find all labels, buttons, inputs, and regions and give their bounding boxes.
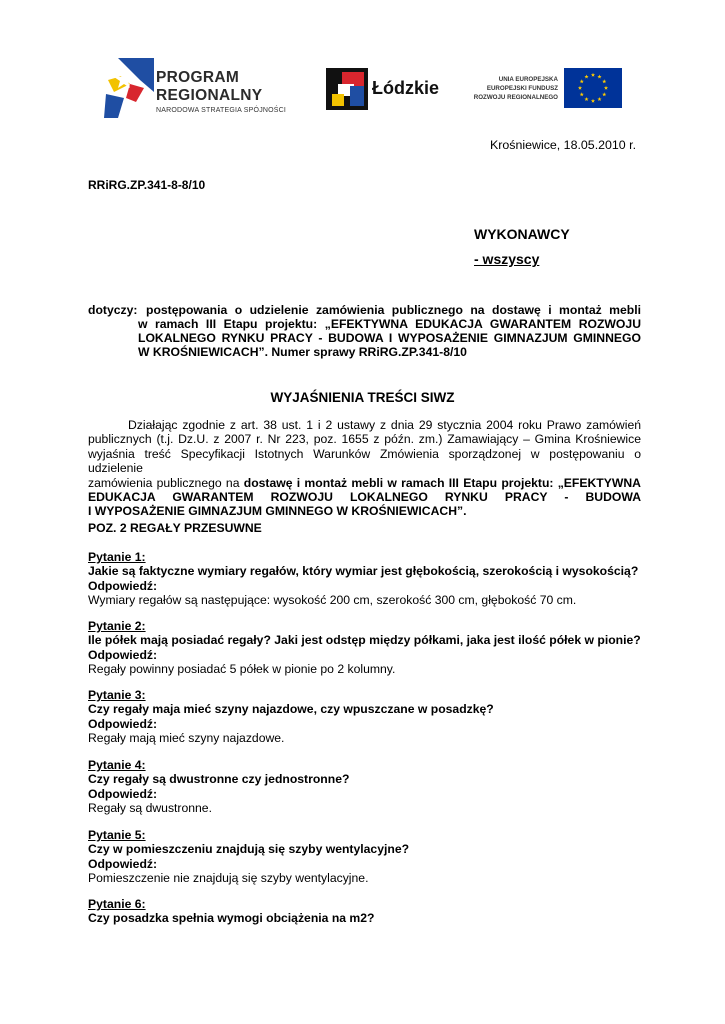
eu-logo	[466, 68, 626, 112]
program-logo-line1: PROGRAM	[156, 69, 240, 86]
question-label: Pytanie 5:	[88, 828, 146, 842]
answer-label: Odpowiedź:	[88, 716, 158, 731]
subject-line: W KROŚNIEWICACH”. Numer sprawy RRiRG.ZP.341-8/10	[138, 345, 467, 359]
subject-label: dotyczy:	[88, 303, 138, 317]
intro-line: wyjaśnia treść Specyfikacji Istotnych Warunków Zmówienia sporządzonej w postępowaniu o udzielenie	[88, 446, 641, 476]
answer-label: Odpowiedź:	[88, 578, 158, 593]
intro-paragraph	[88, 418, 641, 519]
answer-text: Regały mają mieć szyny najazdowe.	[88, 730, 285, 745]
qa-item	[88, 550, 648, 607]
question-label: Pytanie 1:	[88, 550, 146, 564]
lodzkie-logo	[326, 68, 438, 112]
subject-line: LOKALNEGO RYNKU PRACY - BUDOWA I WYPOSAŻENIE GIMNAZJUM GMINNEGO	[138, 331, 641, 345]
intro-line-bold: I WYPOSAŻENIE GIMNAZJUM GMINNEGO W KROŚNIEWICACH”.	[88, 504, 467, 519]
answer-label: Odpowiedź:	[88, 647, 158, 662]
document-heading: WYJAŚNIENIA TREŚCI SIWZ	[270, 390, 455, 405]
question-label: Pytanie 4:	[88, 758, 146, 772]
eu-logo-line2: EUROPEJSKI FUNDUSZ	[486, 85, 558, 92]
question-label: Pytanie 6:	[88, 897, 146, 911]
intro-line-plain: zamówienia publicznego na	[88, 475, 244, 490]
answer-text: Regały powinny posiadać 5 półek w pionie po 2 kolumny.	[88, 661, 396, 676]
document-date: Krośniewice, 18.05.2010 r.	[490, 138, 637, 152]
qa-item	[88, 828, 648, 885]
qa-item	[88, 758, 648, 815]
answer-text: Regały są dwustronne.	[88, 800, 212, 815]
eu-logo-line1: UNIA EUROPEJSKA	[498, 76, 558, 83]
question-text: Czy posadzka spełnia wymogi obciążenia na m2?	[88, 911, 375, 926]
subject-line: postępowania o udzielenie zamówienia publicznego na dostawę i montaż mebli	[146, 303, 641, 317]
question-label: Pytanie 2:	[88, 619, 146, 633]
question-text: Czy regały maja mieć szyny najazdowe, czy wpuszczane w posadzkę?	[88, 702, 494, 717]
subject-block	[88, 303, 641, 359]
recipient-title: WYKONAWCY	[474, 226, 570, 242]
eu-logo-line3: ROZWOJU REGIONALNEGO	[473, 94, 558, 101]
qa-item	[88, 688, 648, 745]
case-reference: RRiRG.ZP.341-8-8/10	[88, 178, 206, 192]
intro-line	[88, 476, 641, 490]
intro-line	[88, 490, 641, 504]
qa-item	[88, 897, 648, 926]
answer-text: Pomieszczenie nie znajdują się szyby wentylacyjne.	[88, 870, 369, 885]
question-text: Czy regały są dwustronne czy jednostronne?	[88, 772, 350, 787]
question-text: Czy w pomieszczeniu znajdują się szyby wentylacyjne?	[88, 842, 410, 857]
intro-line-bold: dostawę i montaż mebli w ramach III Etapu projektu: „EFEKTYWNA	[243, 475, 641, 490]
question-text: Jakie są faktyczne wymiary regałów, który wymiar jest głębokością, szerokością i wysokością?	[88, 564, 639, 579]
intro-line: publicznych (t.j. Dz.U. z 2007 r. Nr 223, poz. 1655 z późn. zm.) Zamawiający – Gmina Krośniewice	[88, 432, 641, 447]
answer-label: Odpowiedź:	[88, 856, 158, 871]
lodzkie-emblem-icon	[326, 68, 368, 110]
program-logo-line2: REGIONALNY	[156, 86, 263, 104]
star-emblem-icon	[104, 58, 154, 120]
recipient-subtitle: - wszyscy	[474, 251, 540, 267]
intro-line	[88, 504, 641, 518]
answer-text: Wymiary regałów są następujące: wysokość 200 cm, szerokość 300 cm, głębokość 70 cm.	[88, 592, 577, 607]
section-title: POZ. 2 REGAŁY PRZESUWNE	[88, 521, 262, 535]
program-regionalny-logo	[104, 58, 304, 120]
program-logo-line3: NARODOWA STRATEGIA SPÓJNOŚCI	[156, 107, 287, 114]
qa-item	[88, 619, 648, 676]
subject-line: w ramach III Etapu projektu: „EFEKTYWNA EDUKACJA GWARANTEM ROZWOJU	[138, 317, 641, 331]
question-label: Pytanie 3:	[88, 688, 146, 702]
answer-label: Odpowiedź:	[88, 786, 158, 801]
question-text: Ile półek mają posiadać regały? Jaki jest odstęp między półkami, jaka jest ilość półek w pionie?	[88, 633, 641, 648]
eu-flag-icon	[564, 68, 622, 108]
lodzkie-logo-text: Łódzkie	[372, 78, 440, 98]
intro-line-bold: EDUKACJA GWARANTEM ROZWOJU LOKALNEGO RYNKU PRACY - BUDOWA	[88, 490, 641, 505]
intro-line: Działając zgodnie z art. 38 ust. 1 i 2 ustawy z dnia 29 stycznia 2004 roku Prawo zamówień	[128, 418, 641, 432]
